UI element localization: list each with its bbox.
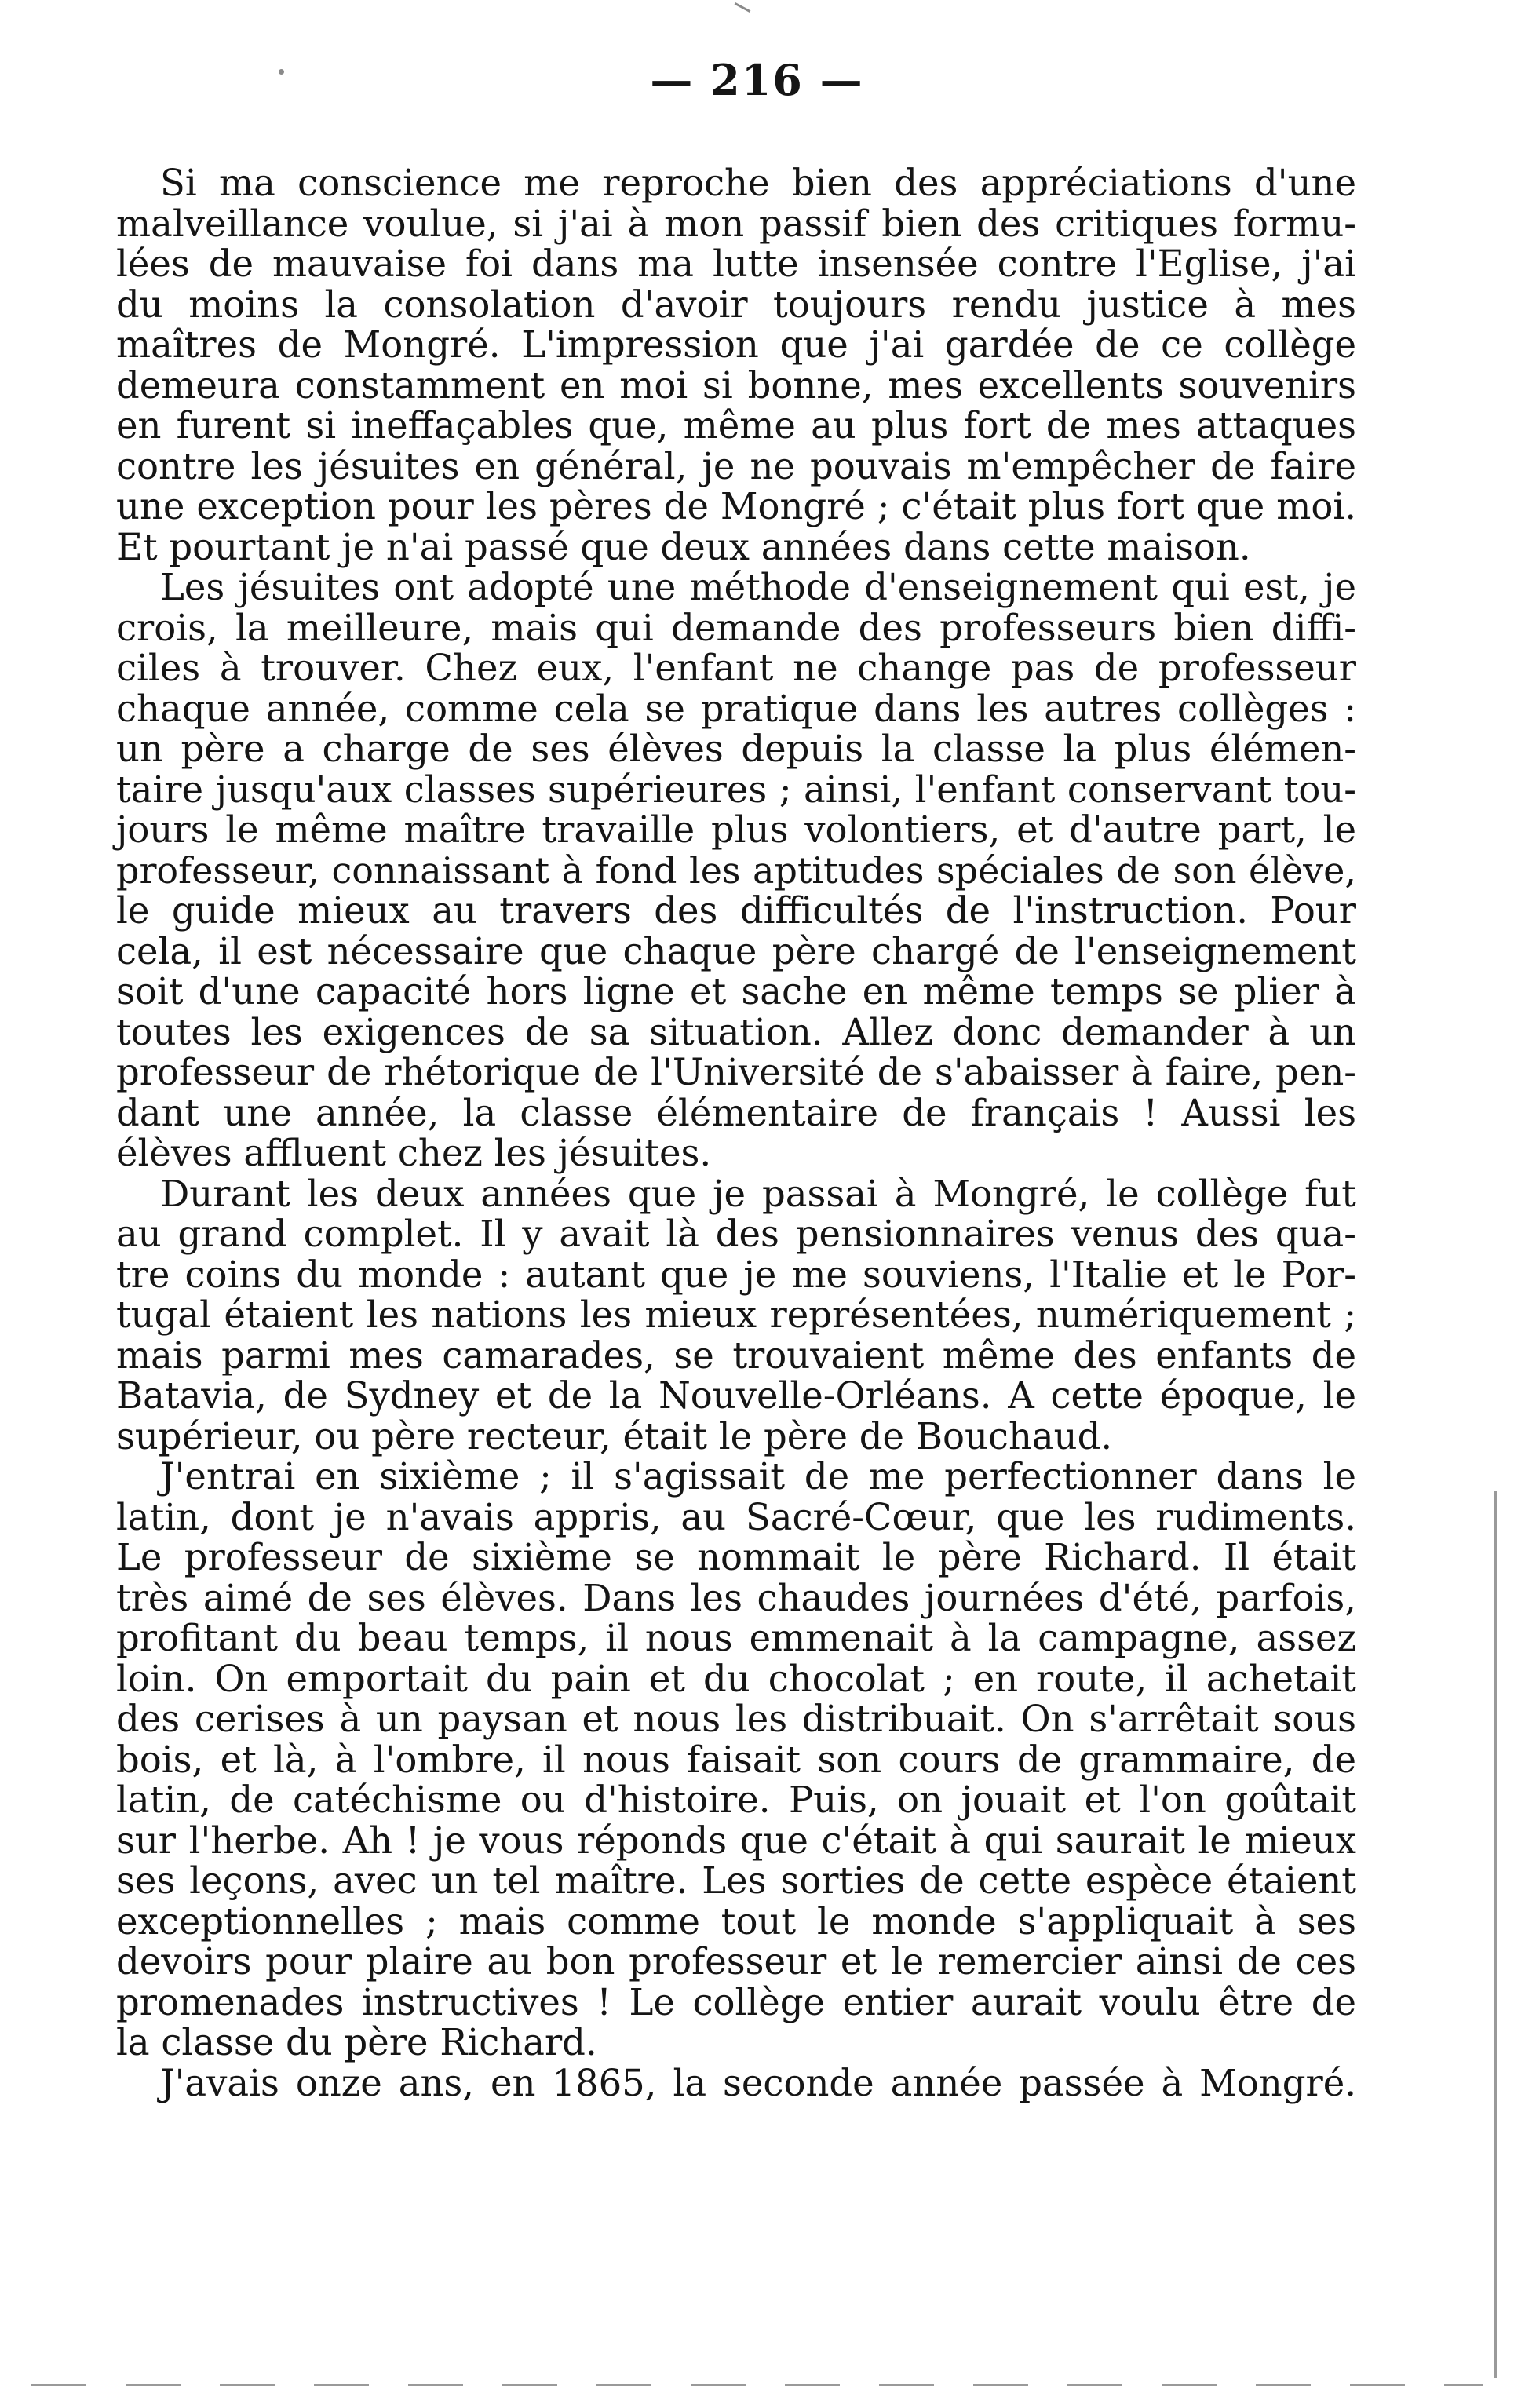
paragraph xyxy=(116,163,1356,567)
text-line: Si ma conscience me reproche bien des appréciations d'une xyxy=(160,162,1356,204)
paragraph xyxy=(116,567,1356,1174)
text-line: au grand complet. Il y avait là des pensionnaires venus des qua- xyxy=(116,1213,1356,1255)
text-line: jours le même maître travaille plus volontiers, et d'autre part, le xyxy=(116,808,1356,851)
text-line: chaque année, comme cela se pratique dans les autres collèges : xyxy=(116,687,1356,730)
text-line: profitant du beau temps, il nous emmenait à la campagne, assez xyxy=(116,1617,1356,1659)
text-line: maîtres de Mongré. L'impression que j'ai gardée de ce collège xyxy=(116,323,1356,366)
scan-edge-line xyxy=(1494,1491,1497,2378)
text-line: latin, dont je n'avais appris, au Sacré-Cœur, que les rudiments. xyxy=(116,1495,1356,1538)
text-line: demeura constamment en moi si bonne, mes excellents souvenirs xyxy=(116,363,1356,407)
text-line: Le professeur de sixième se nommait le père Richard. Il était xyxy=(116,1536,1356,1578)
paragraph xyxy=(116,1174,1356,1458)
text-line: sur l'herbe. Ah ! je vous réponds que c'était à qui saurait le mieux xyxy=(116,1819,1356,1862)
text-line: exceptionnelles ; mais comme tout le monde s'appliquait à ses xyxy=(116,1899,1356,1943)
paragraph xyxy=(116,1457,1356,2063)
text-line: le guide mieux au travers des difficultés de l'instruction. Pour xyxy=(116,889,1356,932)
scan-mark xyxy=(279,69,284,75)
text-line: soit d'une capacité hors ligne et sache en même temps se plier à xyxy=(116,970,1356,1012)
text-line: ciles à trouver. Chez eux, l'enfant ne change pas de professeur xyxy=(116,647,1356,689)
text-line: loin. On emportait du pain et du chocolat ; en route, il achetait xyxy=(116,1657,1356,1700)
text-line: ses leçons, avec un tel maître. Les sorties de cette espèce étaient xyxy=(116,1859,1356,1902)
text-line: élèves affluent chez les jésuites. xyxy=(116,1132,712,1174)
text-line: toutes les exigences de sa situation. Allez donc demander à un xyxy=(116,1010,1356,1053)
text-line: latin, de catéchisme ou d'histoire. Puis, on jouait et l'on goûtait xyxy=(116,1779,1356,1821)
text-line: taire jusqu'aux classes supérieures ; ainsi, l'enfant conservant tou- xyxy=(116,768,1356,811)
text-line: un père a charge de ses élèves depuis la classe la plus élémen- xyxy=(116,728,1356,770)
paragraph xyxy=(116,2063,1356,2104)
text-line: professeur de rhétorique de l'Université de s'abaisser à faire, pen- xyxy=(116,1051,1356,1093)
text-line: malveillance voulue, si j'ai à mon passif bien des critiques formu- xyxy=(116,202,1356,245)
text-line: Et pourtant je n'ai passé que deux années dans cette maison. xyxy=(116,525,1251,568)
page-number: — 216 — xyxy=(650,55,864,105)
text-line: devoirs pour plaire au bon professeur et le remercier ainsi de ces xyxy=(116,1940,1356,1983)
text-line: tugal étaient les nations les mieux représentées, numériquement ; xyxy=(116,1293,1356,1336)
text-line: crois, la meilleure, mais qui demande des professeurs bien diffi- xyxy=(116,606,1356,649)
text-line: professeur, connaissant à fond les aptitudes spéciales de son élève, xyxy=(116,848,1356,892)
text-line: mais parmi mes camarades, se trouvaient même des enfants de xyxy=(116,1334,1356,1377)
text-line: promenades instructives ! Le collège entier aurait voulu être de xyxy=(116,1980,1356,2023)
text-line: bois, et là, à l'ombre, il nous faisait son cours de grammaire, de xyxy=(116,1738,1356,1781)
text-line: en furent si ineffaçables que, même au plus fort de mes attaques xyxy=(116,404,1356,447)
text-line: lées de mauvaise foi dans ma lutte insensée contre l'Eglise, j'ai xyxy=(116,243,1356,285)
text-line: contre les jésuites en général, je ne pouvais m'empêcher de faire xyxy=(116,444,1356,487)
text-line: des cerises à un paysan et nous les distribuait. On s'arrêtait sous xyxy=(116,1698,1356,1740)
text-line: tre coins du monde : autant que je me souviens, l'Italie et le Por- xyxy=(116,1253,1356,1296)
scan-mark xyxy=(735,2,751,13)
text-line: J'avais onze ans, en 1865, la seconde année passée à Mongré. xyxy=(160,2061,1356,2104)
text-line: très aimé de ses élèves. Dans les chaudes journées d'été, parfois, xyxy=(116,1576,1356,1619)
text-line: supérieur, ou père recteur, était le père de Bouchaud. xyxy=(116,1414,1113,1458)
text-line: du moins la consolation d'avoir toujours rendu justice à mes xyxy=(116,283,1356,326)
text-line: la classe du père Richard. xyxy=(116,2021,597,2063)
text-line: Batavia, de Sydney et de la Nouvelle-Orléans. A cette époque, le xyxy=(116,1374,1356,1417)
scan-bottom-rule xyxy=(31,2384,1483,2386)
text-line: une exception pour les pères de Mongré ; c'était plus fort que moi. xyxy=(116,485,1356,527)
text-line: dant une année, la classe élémentaire de français ! Aussi les xyxy=(116,1091,1356,1134)
text-line: J'entrai en sixième ; il s'agissait de me perfectionner dans le xyxy=(160,1455,1356,1498)
body-text xyxy=(116,163,1356,2103)
text-line: Durant les deux années que je passai à Mongré, le collège fut xyxy=(160,1172,1356,1215)
text-line: Les jésuites ont adopté une méthode d'enseignement qui est, je xyxy=(160,566,1356,608)
text-line: cela, il est nécessaire que chaque père chargé de l'enseignement xyxy=(116,929,1356,972)
